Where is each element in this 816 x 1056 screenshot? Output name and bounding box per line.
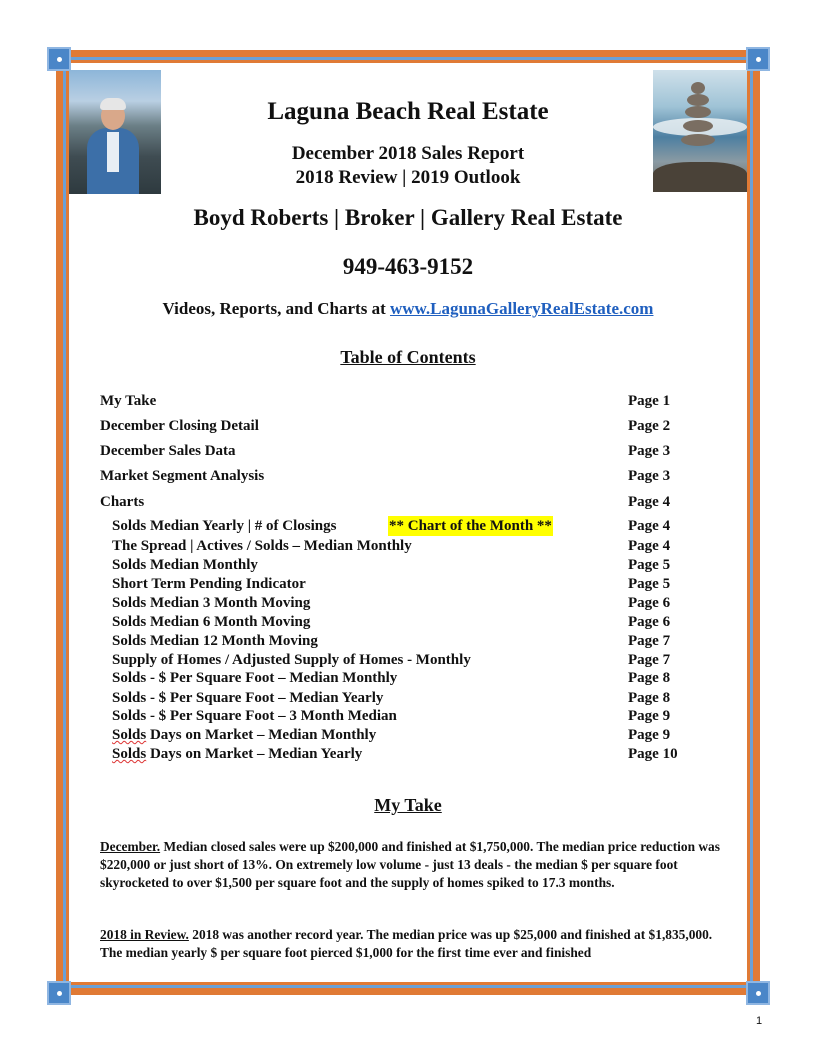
toc-page: Page 8 (628, 690, 671, 706)
toc-page: Page 2 (628, 418, 671, 434)
toc-label: December Sales Data (100, 443, 236, 459)
toc-page: Page 9 (628, 708, 671, 724)
videos-line (0, 299, 816, 319)
toc-label: December Closing Detail (100, 418, 259, 434)
toc-sub-row (100, 688, 700, 708)
toc-page: Page 10 (628, 746, 678, 762)
solds-word: Solds (112, 727, 147, 743)
report-subtitle-2: 2018 Review | 2019 Outlook (295, 167, 521, 188)
broker-line: Boyd Roberts | Broker | Gallery Real Estate (193, 205, 623, 230)
page-number: 1 (756, 1015, 763, 1027)
toc-heading: Table of Contents (340, 347, 476, 367)
toc-page: Page 7 (628, 652, 671, 668)
toc-label: Solds - $ Per Square Foot – Median Monthly (112, 670, 398, 686)
toc-sub-row (100, 516, 700, 536)
toc-label: Solds Median 12 Month Moving (112, 633, 318, 649)
report-subtitle: December 2018 Sales Report (291, 143, 525, 164)
toc-page: Page 6 (628, 614, 671, 630)
toc-sub-row (100, 574, 700, 594)
chart-of-month-badge: ** Chart of the Month ** (389, 518, 552, 534)
toc-sub-row (100, 555, 700, 575)
toc-page: Page 5 (628, 557, 671, 573)
toc-label: Market Segment Analysis (100, 468, 265, 484)
report-title: Laguna Beach Real Estate (267, 98, 549, 125)
website-link[interactable]: www.LagunaGalleryRealEstate.com (389, 299, 654, 318)
toc-label: Solds Median 3 Month Moving (112, 595, 311, 611)
toc-label: Solds Median Monthly (112, 557, 258, 573)
toc-row (100, 391, 700, 411)
toc-label: Charts (100, 494, 145, 510)
review-text: 2018 was another record year. The median price was up $25,000 and finished at $1,835,000. The median yearly $ per square foot pierced $1,000 for the first time ever and finished (100, 927, 713, 960)
toc-row (100, 416, 700, 436)
toc-page: Page 4 (628, 518, 671, 534)
december-label: December. (100, 839, 161, 854)
toc-label: Days on Market – Median Yearly (149, 746, 363, 762)
toc-page: Page 4 (628, 538, 671, 554)
corner-bottom-right (746, 981, 770, 1005)
toc-page: Page 9 (628, 727, 671, 743)
corner-bottom-left (47, 981, 71, 1005)
toc-page: Page 7 (628, 633, 671, 649)
toc-label: Solds - $ Per Square Foot – Median Yearly (112, 690, 384, 706)
toc-sub-row (100, 593, 700, 613)
toc-page: Page 3 (628, 468, 671, 484)
december-text: Median closed sales were up $200,000 and finished at $1,750,000. The median price reduction was $220,000 or just short of 13%. On extremely low volume - just 13 deals - the median $ per square foot skyrocketed to over $1,500 per square foot and the supply of homes spiked to 17.3 months. (100, 839, 720, 890)
toc-sub-row (100, 706, 700, 726)
corner-top-right (746, 47, 770, 71)
toc-page: Page 5 (628, 576, 671, 592)
toc-page: Page 6 (628, 595, 671, 611)
toc-sub-row (100, 744, 700, 764)
toc-sub-row (100, 631, 700, 651)
toc-label: Short Term Pending Indicator (112, 576, 306, 592)
phone-number: 949-463-9152 (342, 254, 474, 279)
toc-sub-row (100, 668, 700, 688)
solds-word: Solds (112, 746, 147, 762)
toc-label: My Take (100, 393, 157, 409)
december-paragraph (100, 838, 722, 892)
review-label: 2018 in Review. (100, 927, 189, 942)
toc-page: Page 4 (628, 494, 671, 510)
toc-row (100, 441, 700, 461)
videos-prefix: Videos, Reports, and Charts at (162, 299, 390, 318)
toc-row (100, 466, 700, 486)
my-take-heading: My Take (374, 795, 442, 815)
toc-page: Page 3 (628, 443, 671, 459)
toc-sub-row (100, 725, 700, 745)
toc-row (100, 492, 700, 512)
toc-label: Supply of Homes / Adjusted Supply of Homes - Monthly (112, 652, 471, 668)
toc-sub-row (100, 650, 700, 670)
toc-label: The Spread | Actives / Solds – Median Monthly (112, 538, 412, 554)
review-paragraph (100, 926, 722, 962)
toc-label: Solds - $ Per Square Foot – 3 Month Median (112, 708, 397, 724)
toc-page: Page 1 (628, 393, 671, 409)
toc-label: Solds Median 6 Month Moving (112, 614, 311, 630)
toc-page: Page 8 (628, 670, 671, 686)
toc-label: Days on Market – Median Monthly (149, 727, 377, 743)
toc-sub-row (100, 536, 700, 556)
corner-top-left (47, 47, 71, 71)
toc-sub-row (100, 612, 700, 632)
toc-label: Solds Median Yearly | # of Closings (112, 518, 337, 534)
